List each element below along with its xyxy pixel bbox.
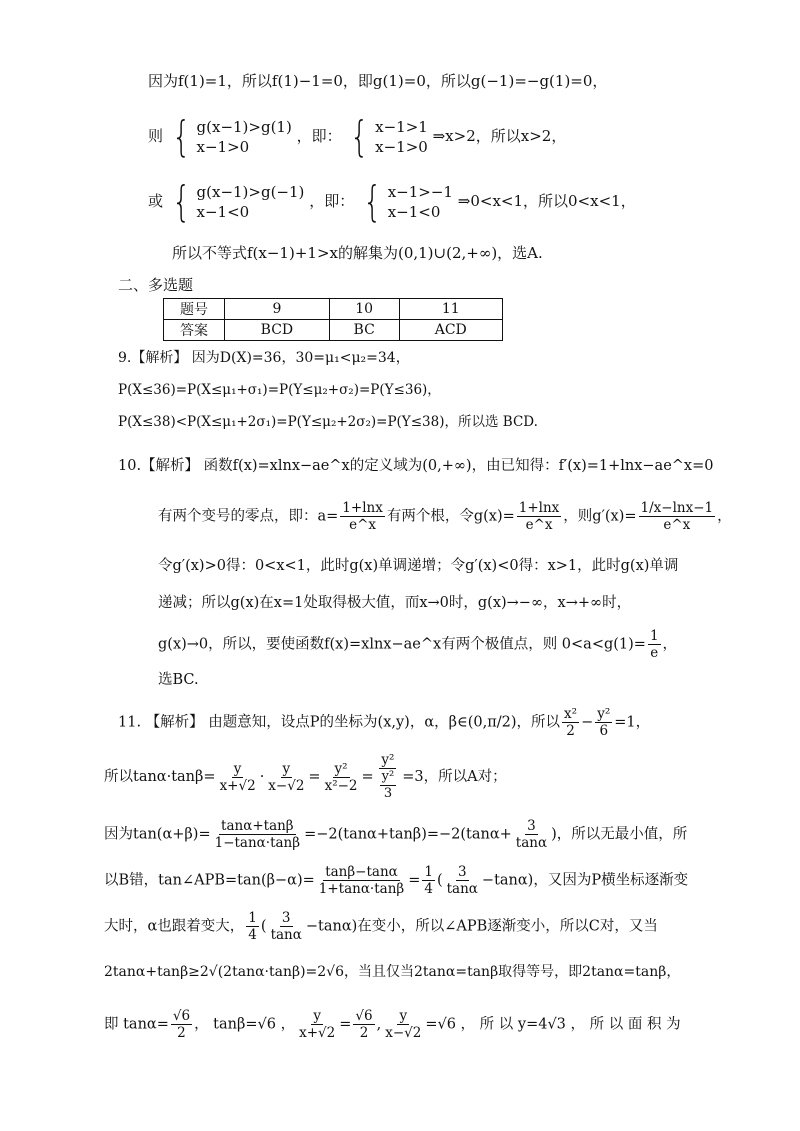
system-b <box>359 177 453 226</box>
numerator: tanα+tanβ <box>221 818 294 834</box>
numerator: x² <box>564 706 578 722</box>
table-cell: BCD <box>225 320 330 341</box>
q11-line-3 <box>104 818 687 851</box>
text: 即 tanα= <box>104 1016 169 1033</box>
denominator: tanα <box>515 835 548 851</box>
denominator: 3 <box>383 786 393 801</box>
fraction <box>595 706 612 739</box>
text: ， <box>717 508 732 525</box>
denominator: 2 <box>566 723 575 739</box>
q11-line-1 <box>118 706 650 739</box>
q10-line-1: 10.【解析】 函数f(x)=xlnx−ae^x的定义域为(0,+∞)，由已知得：f′(x)=1+lnx−ae^x=0 <box>118 458 714 474</box>
text: ( <box>436 872 443 889</box>
q9-line-2: P(X≤36)=P(X≤μ₁+σ₁)=P(Y≤μ₂+σ₂)=P(Y≤36)， <box>118 382 441 398</box>
denominator: x−√2 <box>268 777 305 794</box>
text: −tanα)在变小，所以∠APB逐渐变小，所以C对，又当 <box>305 918 658 935</box>
denominator: 1−tanα·tanβ <box>214 835 301 851</box>
text: , <box>376 1016 382 1033</box>
fraction <box>514 818 549 851</box>
tail-text: ⇒0<x<1，所以0<x<1， <box>457 192 636 210</box>
denominator: 2 <box>177 1025 186 1041</box>
text: =−2(tanα+tanβ)=−2(tanα+ <box>304 826 512 843</box>
intro-line-3 <box>148 177 636 226</box>
q11-line-5 <box>104 910 658 943</box>
text: −tanα)，又因为P横坐标逐渐变 <box>481 872 689 889</box>
system-row: x−1>1 <box>375 118 428 136</box>
system-row: g(x−1)>g(−1) <box>196 183 305 201</box>
text: 11. 【解析】 由题意知，设点P的坐标为(x,y)，α，β∈(0,π/2)，所以 <box>118 714 561 731</box>
fraction <box>376 752 401 802</box>
intro-line-2 <box>148 112 567 161</box>
denominator: 4 <box>248 927 257 943</box>
fraction <box>266 761 306 794</box>
denominator: tanα <box>446 881 478 897</box>
table-cell: 9 <box>225 299 330 320</box>
fraction <box>269 910 304 943</box>
text: = <box>308 769 321 785</box>
text: )，所以无最小值，所 <box>551 826 688 843</box>
text: 以B错，tan∠APB=tan(β−α)= <box>104 872 315 889</box>
text: =√6 ， 所 以 y=4√3 ， 所 以 面 积 为 <box>425 1016 681 1033</box>
q9-line-3: P(X≤38)<P(X≤μ₁+2σ₁)=P(Y≤μ₂+2σ₂)=P(Y≤38)，所以选 BCD. <box>118 414 538 430</box>
denominator: 2 <box>359 1025 369 1041</box>
fraction <box>340 500 385 533</box>
q10-line-4: 递减；所以g(x)在x=1处取得极大值，而x→0时，g(x)→−∞，x→+∞时， <box>158 595 632 611</box>
fraction <box>562 706 579 739</box>
brace-icon: { <box>171 112 191 161</box>
lead-text: 则 <box>148 127 164 145</box>
numerator: y <box>313 1008 321 1024</box>
text: 大时，α也跟着变大， <box>104 918 245 935</box>
fraction <box>445 864 480 897</box>
numerator: tanβ−tanα <box>325 864 398 880</box>
table-row <box>164 299 503 320</box>
denominator: 4 <box>424 881 433 897</box>
mid-text: ，即： <box>309 192 355 210</box>
system-row: x−1>−1 <box>387 183 453 201</box>
system-row: x−1<0 <box>196 203 250 221</box>
fraction <box>297 1008 337 1041</box>
fraction <box>639 500 716 533</box>
system-row: g(x−1)>g(1) <box>196 118 292 136</box>
text: · <box>259 769 265 785</box>
table-cell: 11 <box>399 299 502 320</box>
fraction <box>246 910 259 943</box>
q10-line-5 <box>158 628 677 661</box>
fraction <box>422 864 435 897</box>
table-cell: BC <box>329 320 399 341</box>
mid-text: ，即： <box>296 127 342 145</box>
denominator: e <box>650 645 659 661</box>
text: = <box>361 769 374 785</box>
intro-line-4: 所以不等式f(x−1)+1>x的解集为(0,1)∪(2,+∞)，选A. <box>172 244 543 262</box>
denominator: 1+tanα·tanβ <box>318 881 405 897</box>
table-row <box>164 320 503 341</box>
table-cell: 答案 <box>164 320 225 341</box>
fraction <box>323 761 360 794</box>
numerator: 1+lnx <box>342 500 383 516</box>
fraction <box>218 761 258 794</box>
numerator: 3 <box>527 818 536 834</box>
lead-text: 或 <box>148 192 164 210</box>
q10-line-3: 令g′(x)>0得：0<x<1，此时g(x)单调递增；令g′(x)<0得：x>1，此时g(x)单调 <box>158 558 679 574</box>
denominator: e^x <box>525 517 553 533</box>
numerator: y² <box>334 760 348 777</box>
numerator: 1 <box>424 864 433 880</box>
numerator: 3 <box>281 910 291 926</box>
denominator: x²−2 <box>324 777 358 794</box>
text: g(x)→0，所以，要使函数f(x)=xlnx−ae^x有两个极值点，则 0<a<g(1)= <box>158 636 646 653</box>
answer-table <box>163 298 503 341</box>
text: =1， <box>614 714 651 731</box>
fraction <box>317 864 406 897</box>
text: ， <box>662 636 678 653</box>
fraction <box>517 500 562 533</box>
text: ( <box>260 918 267 935</box>
text: 因为tan(α+β)= <box>104 826 211 843</box>
numerator: √6 <box>355 1008 373 1024</box>
text: 所以tanα·tanβ= <box>104 769 216 785</box>
section-title: 二、多选题 <box>118 276 194 294</box>
q10-line-6: 选BC. <box>158 672 199 688</box>
system-row: x−1>0 <box>375 138 428 156</box>
text: − <box>581 714 594 731</box>
brace-icon: { <box>350 112 370 161</box>
text: 有两个变号的零点，即：a= <box>158 508 339 525</box>
q11-line-7 <box>104 1008 681 1041</box>
text: = <box>339 1016 352 1033</box>
numerator: y <box>282 760 291 777</box>
table-cell: 题号 <box>164 299 225 320</box>
denominator: 6 <box>599 723 609 739</box>
brace-icon: { <box>362 177 382 226</box>
numerator: 1/x−lnx−1 <box>640 500 714 516</box>
tail-text: ⇒x>2，所以x>2， <box>432 127 567 145</box>
numerator: y² <box>381 752 395 768</box>
denominator: x+√2 <box>299 1025 336 1041</box>
denominator: e^x <box>663 517 691 533</box>
q11-line-2 <box>104 752 507 802</box>
text: =3，所以A对； <box>402 769 507 785</box>
numerator: 1+lnx <box>518 500 560 516</box>
denominator <box>376 769 401 802</box>
numerator: y <box>399 1008 408 1024</box>
numerator: y <box>233 760 242 777</box>
fraction <box>213 818 302 851</box>
fraction <box>380 769 397 802</box>
numerator: 1 <box>248 910 257 926</box>
text: ，则g′(x)= <box>563 508 637 525</box>
denominator: e^x <box>349 517 377 533</box>
fraction <box>383 1008 423 1041</box>
table-cell: ACD <box>399 320 502 341</box>
fraction <box>648 628 661 661</box>
system-row: x−1<0 <box>387 203 441 221</box>
text: 有两个根，令g(x)= <box>386 508 515 525</box>
fraction <box>353 1008 374 1041</box>
system-a <box>168 177 305 226</box>
table-cell: 10 <box>329 299 399 320</box>
text: = <box>408 872 421 889</box>
denominator: x+√2 <box>219 777 256 794</box>
numerator: 1 <box>649 628 659 644</box>
q11-line-4 <box>104 864 688 897</box>
intro-line-1: 因为f(1)=1，所以f(1)−1=0，即g(1)=0，所以g(−1)=−g(1)=0， <box>148 72 608 90</box>
brace-icon: { <box>171 177 191 226</box>
system-b <box>346 112 428 161</box>
numerator: y² <box>597 706 611 722</box>
text: ， tanβ=√6 ， <box>194 1016 296 1033</box>
q11-line-6: 2tanα+tanβ≥2√(2tanα·tanβ)=2√6，当且仅当2tanα=tanβ取得等号，即2tanα=tanβ， <box>104 964 681 980</box>
system-row: x−1>0 <box>196 138 250 156</box>
denominator: tanα <box>270 927 302 943</box>
q9-line-1: 9.【解析】 因为D(X)=36，30=μ₁<μ₂=34， <box>118 350 410 366</box>
numerator: 3 <box>457 864 467 880</box>
numerator: √6 <box>172 1008 191 1024</box>
system-a <box>168 112 292 161</box>
denominator: x−√2 <box>385 1025 422 1041</box>
numerator: y² <box>381 769 395 784</box>
fraction <box>171 1008 192 1041</box>
q10-line-2 <box>158 500 732 533</box>
